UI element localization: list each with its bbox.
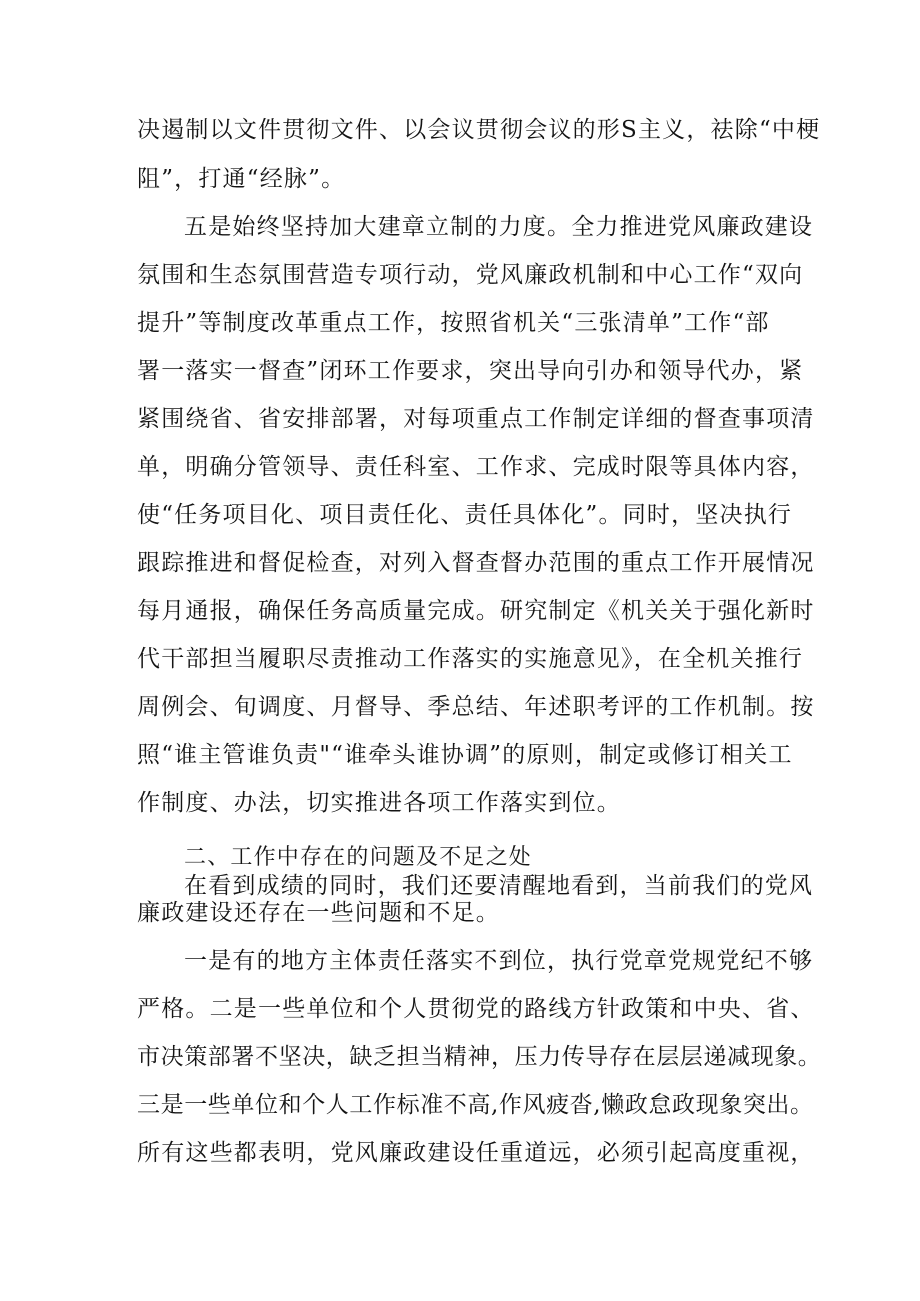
text-line-23: 所有这些都表明，党风廉政建设任重道远，必须引起高度重视，	[137, 1140, 815, 1166]
text-line-20: 严格。二是一些单位和个人贯彻党的路线方针政策和中央、省、	[137, 996, 815, 1022]
text-line-19: 一是有的地方主体责任落实不到位，执行党章党规党纪不够	[184, 948, 814, 974]
text-line-4: 氛围和生态氛围营造专项行动，党风廉政机制和中心工作“双向	[137, 262, 804, 288]
text-line-5: 提升”等制度改革重点工作，按照省机关“三张清单”工作“部	[137, 310, 770, 336]
text-line-6: 署一落实一督查”闭环工作要求，突出导向引办和领导代办，紧	[137, 358, 804, 384]
section-heading: 二、工作中存在的问题及不足之处	[184, 845, 533, 870]
text-line-8: 单，明确分管领导、责任科室、工作求、完成时限等具体内容，	[137, 454, 815, 480]
text-line-10: 跟踪推进和督促检查，对列入督查督办范围的重点工作开展情况	[137, 550, 815, 576]
text-line-22: 三是一些单位和个人工作标准不高,作风疲沓,懒政怠政现象突出。	[137, 1092, 814, 1118]
text-line-7: 紧围绕省、省安排部署，对每项重点工作制定详细的督查事项清	[137, 406, 815, 432]
text-line-18: 廉政建设还存在一些问题和不足。	[137, 900, 500, 926]
text-line-9: 使“任务项目化、项目责任化、责任具体化”。同时，坚决执行	[137, 502, 793, 528]
text-line-21: 市决策部署不坚决，缺乏担当精神，压力传导存在层层递减现象。	[137, 1044, 822, 1070]
text-line-15: 作制度、办法，切实推进各项工作落实到位。	[137, 790, 621, 816]
text-line-3: 五是始终坚持加大建章立制的力度。全力推进党风廉政建设	[184, 214, 814, 240]
text-line-17: 在看到成绩的同时，我们还要清醒地看到，当前我们的党风	[184, 873, 814, 899]
text-line-1: 决遏制以文件贯彻文件、以会议贯彻会议的形S主义，祛除“中梗	[137, 117, 821, 143]
text-line-13: 周例会、旬调度、月督导、季总结、年述职考评的工作机制。按	[137, 694, 815, 720]
text-line-2: 阻”，打通“经脉”。	[137, 166, 346, 192]
text-line-12: 代干部担当履职尽责推动工作落实的实施意见》，在全机关推行	[137, 646, 804, 672]
text-line-14: 照“谁主管谁负责"“谁牵头谁协调”的原则，制定或修订相关工	[137, 742, 793, 768]
text-line-11: 每月通报，确保任务高质量完成。研究制定《机关关于强化新时	[137, 598, 815, 624]
